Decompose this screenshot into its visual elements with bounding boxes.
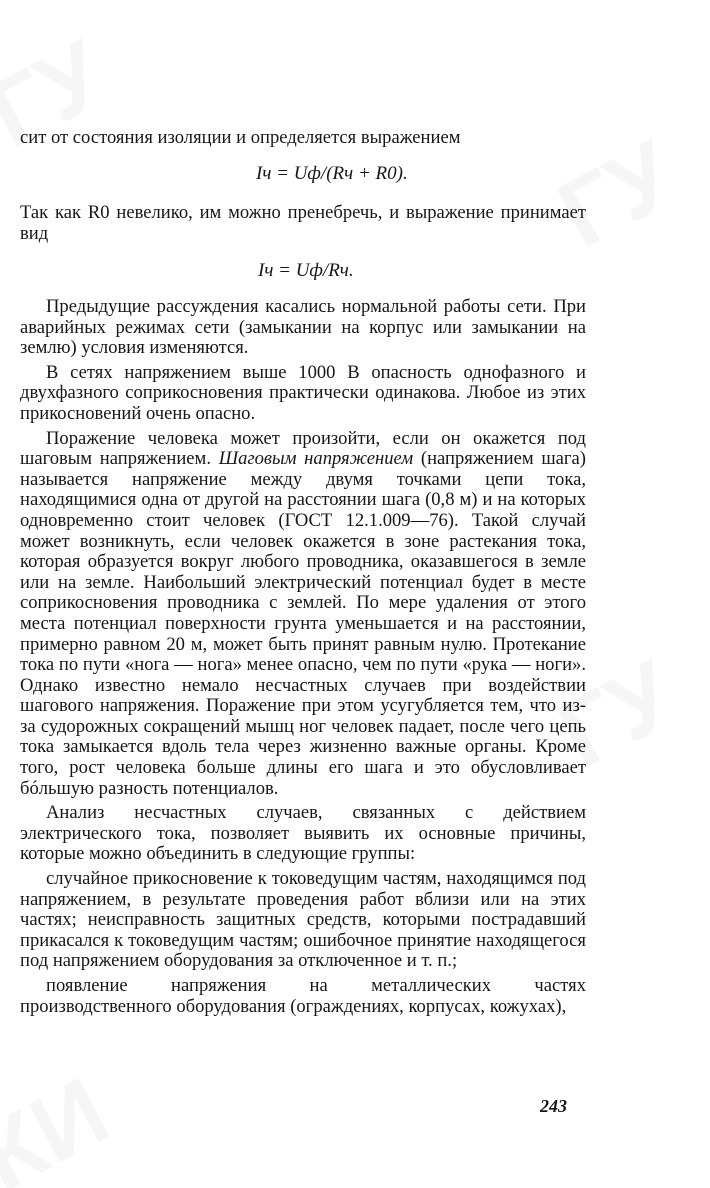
page-number: 243	[540, 1096, 567, 1116]
watermark-decoration	[0, 1056, 126, 1188]
paragraph-step-voltage	[20, 429, 586, 800]
list-item-group-1: случайное прикосновение к токоведущим частям, находящимся под напряжением, в результате проведения работ вблизи или на этих частях; неисправность защитных средств, которыми пострадавший прикасался к токоведущим частям; ошибочное принятие находящегося под напряжением оборудования за отключенное и т. п.;	[20, 868, 586, 972]
intro-line	[20, 128, 586, 149]
step-voltage-term: Шаговым напряжением	[218, 448, 414, 470]
simplify-text: Так как R0 невелико, им можно пренебречь, и выражение принимает вид	[20, 202, 586, 244]
paragraph-previous: Предыдущие рассуждения касались нормальной работы сети. При аварийных режимах сети (замыкании на корпус или замыкании на землю) условия изменяются.	[20, 296, 586, 359]
list-item-group-2: появление напряжения на металлических частях производственного оборудования (ограждениях, корпусах, кожухах),	[20, 975, 586, 1017]
formula-current-simple: Iч = Uф/Rч.	[258, 260, 354, 281]
simplify-paragraph	[20, 203, 586, 244]
intro-text: сит от состояния изоляции и определяется выражением	[20, 127, 461, 148]
body-text	[20, 297, 586, 1017]
step-voltage-body: (напряжением шага) называется напряжение между двумя точками цепи тока, находящимися одна от другой на расстоянии шага (0,8 м) и на которых одновременно стоит человек (ГОСТ 12.1.009—76). Такой случай может возникнуть, если человек окажется в зоне растекания тока, которая образуется вокруг любого проводника, оказавшегося в земле или на земле. Наибольший электрический потенциал будет в месте соприкосновения проводника с землей. По мере удаления от этого места потенциал поверхности грунта уменьшается и на расстоянии, примерно равном 20 м, может быть принят равным нулю. Протекание тока по пути «нога — нога» менее опасно, чем по пути «рука — ноги». Однако известно немало несчастных случаев при воздействии шагового напряжения. Поражение при этом усугубляется тем, что из-за судорожных сокращений мышц ног человек падает, после чего цепь тока замыкается вдоль тела через жизненно важные органы. Кроме того, рост человека больше длины его шага и это обусловливает бóльшую разность потенциалов.	[20, 448, 586, 799]
formula-current-full: Iч = Uф/(Rч + R0).	[256, 163, 408, 184]
paragraph-networks: В сетях напряжением выше 1000 В опасность однофазного и двухфазного соприкосновения практически одинакова. Любое из этих прикосновений очень опасно.	[20, 361, 586, 424]
paragraph-analysis: Анализ несчастных случаев, связанных с действием электрического тока, позволяет выявить их основные причины, которые можно объединить в следующие группы:	[20, 802, 586, 865]
step-voltage-lead: Поражение человека может произойти, если он окажется под шаговым напряжением.	[20, 427, 586, 470]
